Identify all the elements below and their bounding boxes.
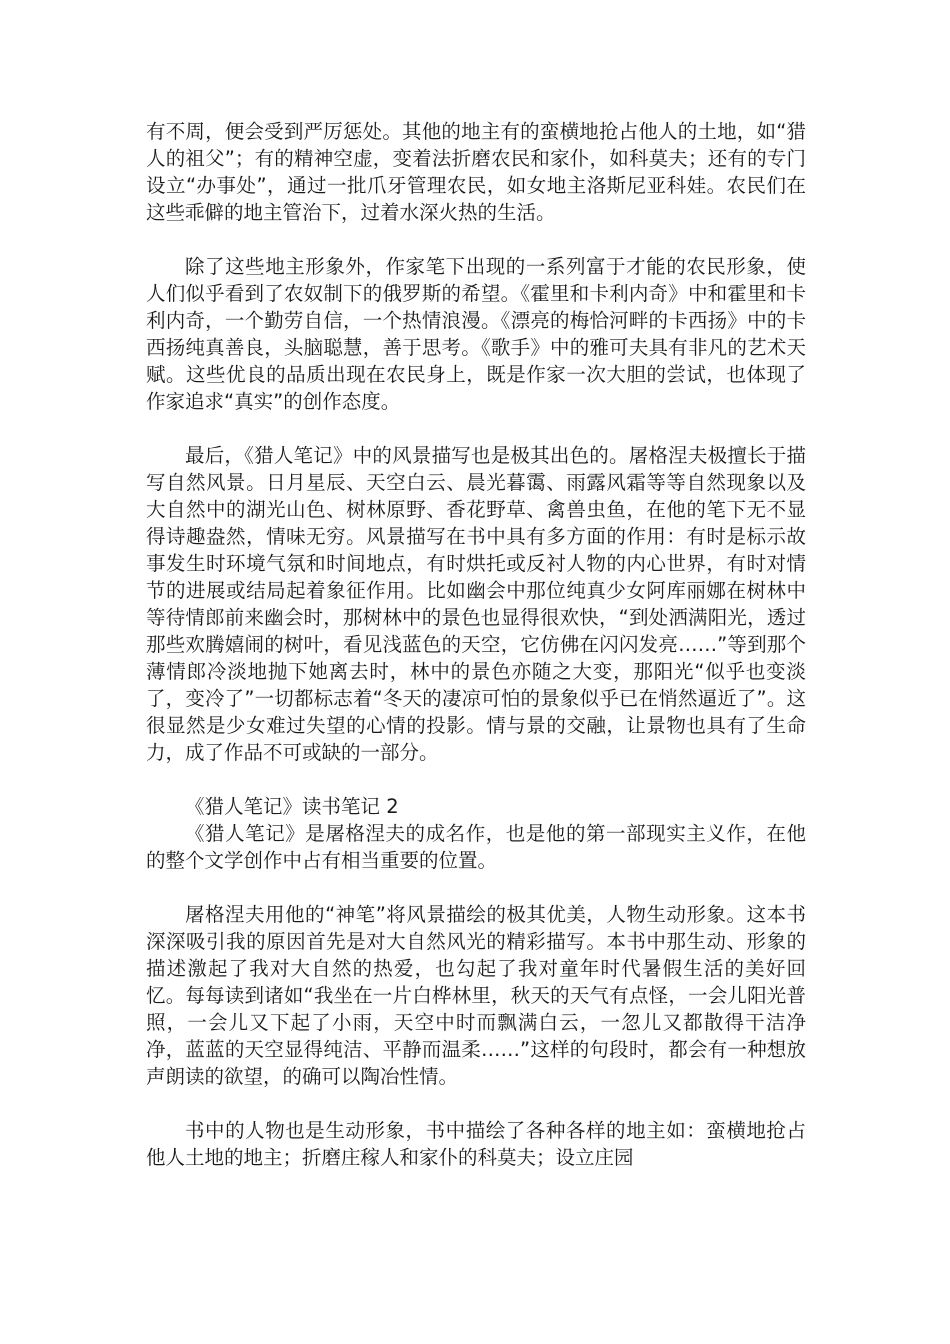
- paragraph-spacer: [146, 226, 806, 253]
- paragraph-landlords-end: 有不周，便会受到严厉惩处。其他的地主有的蛮横地抢占他人的土地，如“猎人的祖父”；有的精神空虚，变着法折磨农民和家仆，如科莫夫；还有的专门设立“办事处”，通过一批爪牙管理农民，如女地主洛斯尼亚科娃。农民们在这些乖僻的地主管治下，过着水深火热的生活。: [146, 120, 806, 224]
- paragraph-characters: 书中的人物也是生动形象，书中描绘了各种各样的地主如：蛮横地抢占他人土地的地主；折磨庄稼人和家仆的科莫夫；设立庄园: [146, 1119, 806, 1169]
- paragraph-spacer: [146, 874, 806, 901]
- paragraph-spacer: [146, 1090, 806, 1117]
- document-body: [146, 118, 806, 1171]
- paragraph-landscape: 最后，《猎人笔记》中的风景描写也是极其出色的。屠格涅夫极擅长于描写自然风景。日月星辰、天空白云、晨光暮霭、雨露风霜等等自然现象以及大自然中的湖光山色、树林原野、香花野草、禽兽虫鱼，在他的笔下无不显得诗趣盎然，情味无穷。风景描写在书中具有多方面的作用：有时是标示故事发生时环境气氛和时间地点，有时烘托或反衬人物的内心世界，有时对情节的进展或结局起着象征作用。比如幽会中那位纯真少女阿库丽娜在树林中等待情郎前来幽会时，那树林中的景色也显得很欢快，“到处洒满阳光，透过那些欢腾嬉闹的树叶，看见浅蓝色的天空，它仿佛在闪闪发亮……”等到那个薄情郎冷淡地抛下她离去时，林中的景色亦随之大变，那阳光“似乎也变淡了，变冷了”一切都标志着“冬天的凄凉可怕的景象似乎已在悄然逼近了”。这很显然是少女难过失望的心情的投影。情与景的交融，让景物也具有了生命力，成了作品不可或缺的一部分。: [146, 444, 806, 764]
- paragraph-intro: 《猎人笔记》是屠格涅夫的成名作，也是他的第一部现实主义作，在他的整个文学创作中占有相当重要的位置。: [146, 822, 806, 872]
- section-heading: 《猎人笔记》读书笔记 2: [185, 795, 399, 818]
- paragraph-peasant-images: 除了这些地主形象外，作家笔下出现的一系列富于才能的农民形象，使人们似乎看到了农奴制下的俄罗斯的希望。《霍里和卡利内奇》中和霍里和卡利内奇，一个勤劳自信，一个热情浪漫。《漂亮的梅恰河畔的卡西扬》中的卡西扬纯真善良，头脑聪慧，善于思考。《歌手》中的雅可夫具有非凡的艺术天赋。这些优良的品质出现在农民身上，既是作家一次大胆的尝试，也体现了作家追求“真实”的创作态度。: [146, 255, 806, 413]
- paragraph-nature: 屠格涅夫用他的“神笔”将风景描绘的极其优美，人物生动形象。这本书深深吸引我的原因首先是对大自然风光的精彩描写。本书中那生动、形象的描述激起了我对大自然的热爱，也勾起了我对童年时代暑假生活的美好回忆。每每读到诸如“我坐在一片白桦林里，秋天的天气有点怪，一会儿阳光普照，一会儿又下起了小雨，天空中时而飘满白云，一忽儿又都散得干洁净净，蓝蓝的天空显得纯洁、平静而温柔……”这样的句段时，都会有一种想放声朗读的欲望，的确可以陶冶性情。: [146, 903, 806, 1088]
- paragraph-spacer: [146, 766, 806, 793]
- paragraph-spacer: [146, 415, 806, 442]
